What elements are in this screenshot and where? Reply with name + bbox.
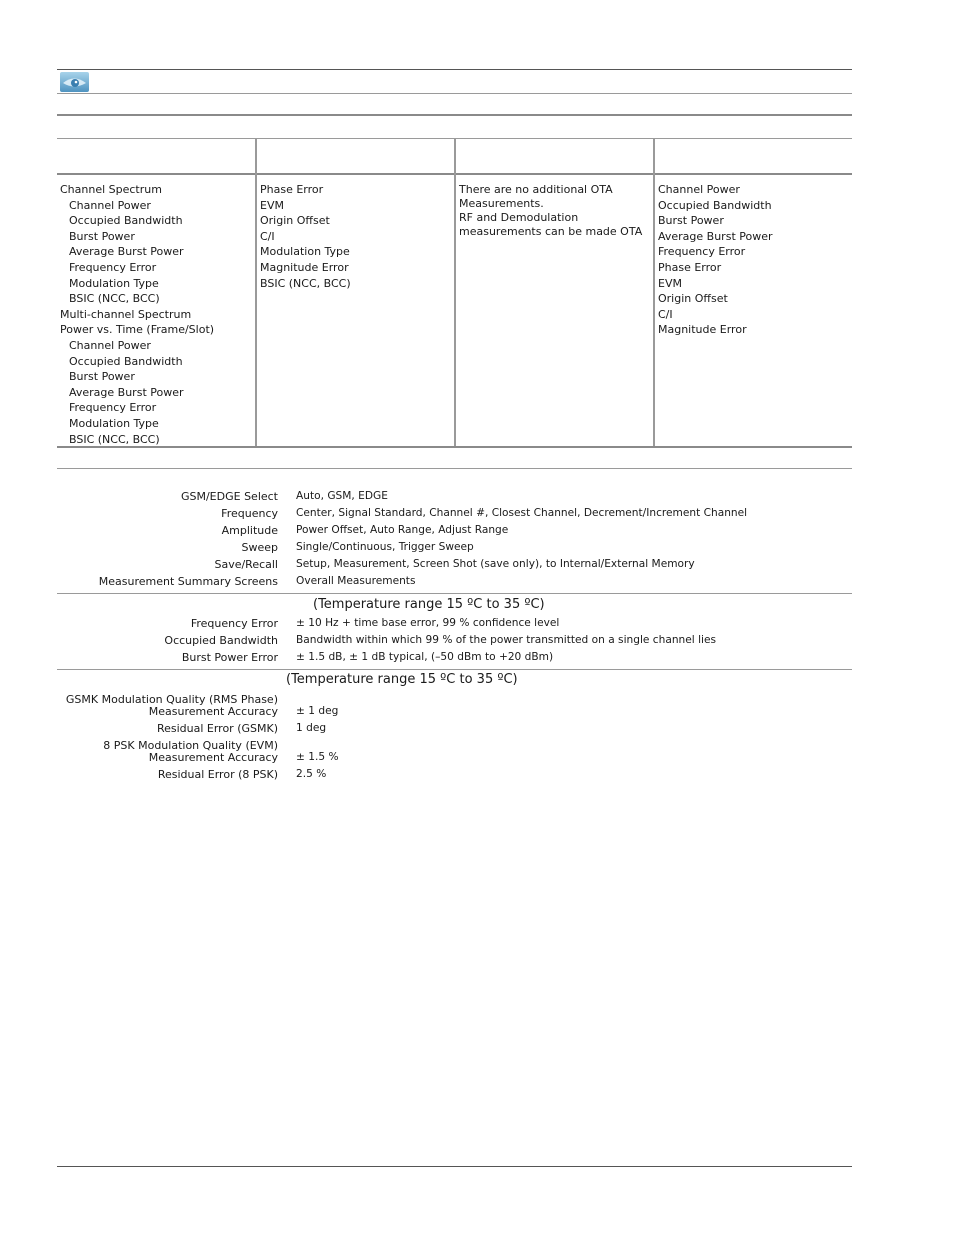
spec-label: Frequency Error <box>190 617 278 630</box>
measurement-item: Frequency Error <box>69 401 157 415</box>
measurement-item: Burst Power <box>69 229 135 243</box>
measurement-item: Phase Error <box>658 260 722 274</box>
column-4-list <box>658 182 773 338</box>
eye-logo-icon <box>60 72 89 92</box>
measurements-column-1 <box>57 138 255 446</box>
header-bottom-rule <box>57 93 852 94</box>
spec-value: Power Offset, Auto Range, Adjust Range <box>296 524 509 536</box>
measurements-column-3 <box>454 138 654 446</box>
spec-value: Bandwidth within which 99 % of the power transmitted on a single channel lies <box>296 634 716 646</box>
spec-value: Center, Signal Standard, Channel #, Closest Channel, Decrement/Increment Channel <box>296 507 748 519</box>
measurement-item: Occupied Bandwidth <box>69 214 183 228</box>
spec-value: ± 10 Hz + time base error, 99 % confidence level <box>296 617 560 629</box>
spec-value: 2.5 % <box>296 768 327 780</box>
spec-value: ± 1.5 dB, ± 1 dB typical, (–50 dBm to +20 dBm) <box>296 651 554 663</box>
measurements-column-4 <box>653 138 853 446</box>
measurement-item: C/I <box>260 229 275 243</box>
measurement-item: Average Burst Power <box>69 245 184 259</box>
spec-value: Overall Measurements <box>296 575 416 587</box>
measurement-item: Origin Offset <box>260 214 330 228</box>
measurement-item: EVM <box>260 198 284 212</box>
footer-rule <box>57 1166 852 1167</box>
measurement-item: Multi-channel Spectrum <box>60 307 192 321</box>
measurement-item: Channel Power <box>69 338 151 352</box>
spec-value: 1 deg <box>296 722 327 734</box>
spec-value: Single/Continuous, Trigger Sweep <box>296 541 474 553</box>
demod-temperature-condition: (Temperature range 15 ºC to 35 ºC) <box>286 672 518 687</box>
measurement-item: Origin Offset <box>658 292 728 306</box>
ota-note-line-2: RF and Demodulation measurements can be made OTA <box>459 211 643 238</box>
measurements-table <box>57 138 852 446</box>
column-header-3 <box>456 138 654 173</box>
ota-note <box>459 183 649 239</box>
spec-value: ± 1.5 % <box>296 751 339 763</box>
measurement-item: Average Burst Power <box>69 385 184 399</box>
measurement-item: Magnitude Error <box>260 260 349 274</box>
measurement-item: Burst Power <box>658 214 724 228</box>
measurement-item: Channel Power <box>658 183 740 196</box>
measurement-item: Magnitude Error <box>658 323 747 337</box>
spec-label: Measurement Summary Screens <box>98 575 278 588</box>
spec-label: Frequency <box>221 507 278 520</box>
spec-value: ± 1 deg <box>296 705 339 717</box>
column-2-list <box>260 182 351 291</box>
measurements-column-2 <box>255 138 455 446</box>
column-header-1 <box>57 138 255 173</box>
demod-top-rule <box>57 669 852 670</box>
measurement-item: Occupied Bandwidth <box>658 198 772 212</box>
spec-label: Measurement Accuracy <box>148 751 278 764</box>
measurement-item: Average Burst Power <box>658 229 773 243</box>
spec-label: Measurement Accuracy <box>148 705 278 718</box>
section-rule <box>57 114 852 116</box>
spec-label: Sweep <box>241 541 278 554</box>
measurement-item: Modulation Type <box>69 416 159 430</box>
rf-top-rule <box>57 593 852 594</box>
setup-top-rule <box>57 468 852 469</box>
measurement-item: Channel Spectrum <box>60 183 162 196</box>
measurement-item: BSIC (NCC, BCC) <box>69 432 160 446</box>
spec-label: Occupied Bandwidth <box>164 634 278 647</box>
column-header-2 <box>257 138 455 173</box>
spec-label: Burst Power Error <box>181 651 278 664</box>
spec-label-line-1: 8 PSK Modulation Quality (EVM) <box>103 739 278 752</box>
measurement-item: Channel Power <box>69 198 151 212</box>
header-top-rule <box>57 69 852 70</box>
ota-note-line-1: There are no additional OTA Measurements. <box>459 183 613 210</box>
measurement-item: Phase Error <box>260 183 324 196</box>
rf-temperature-condition: (Temperature range 15 ºC to 35 ºC) <box>313 597 545 612</box>
spec-label: Residual Error (GSMK) <box>156 722 278 735</box>
spec-label: Amplitude <box>221 524 278 537</box>
measurement-item: Power vs. Time (Frame/Slot) <box>60 323 215 337</box>
spec-value: Setup, Measurement, Screen Shot (save only), to Internal/External Memory <box>296 558 695 570</box>
measurement-item: Occupied Bandwidth <box>69 354 183 368</box>
spec-label: GSM/EDGE Select <box>180 490 278 503</box>
measurement-item: Burst Power <box>69 370 135 384</box>
table-bottom-rule <box>57 446 852 448</box>
measurement-item: C/I <box>658 307 673 321</box>
spec-label: Residual Error (8 PSK) <box>157 768 278 781</box>
spec-label: Save/Recall <box>214 558 278 571</box>
measurement-item: Modulation Type <box>260 245 350 259</box>
column-header-4 <box>655 138 853 173</box>
spec-value: Auto, GSM, EDGE <box>296 490 388 502</box>
measurement-item: BSIC (NCC, BCC) <box>69 292 160 306</box>
measurement-item: Modulation Type <box>69 276 159 290</box>
measurement-item: BSIC (NCC, BCC) <box>260 276 351 290</box>
measurement-item: EVM <box>658 276 682 290</box>
column-1-list <box>60 182 214 447</box>
spec-label-line-1: GSMK Modulation Quality (RMS Phase) <box>65 693 278 706</box>
measurement-item: Frequency Error <box>658 245 746 259</box>
measurement-item: Frequency Error <box>69 260 157 274</box>
